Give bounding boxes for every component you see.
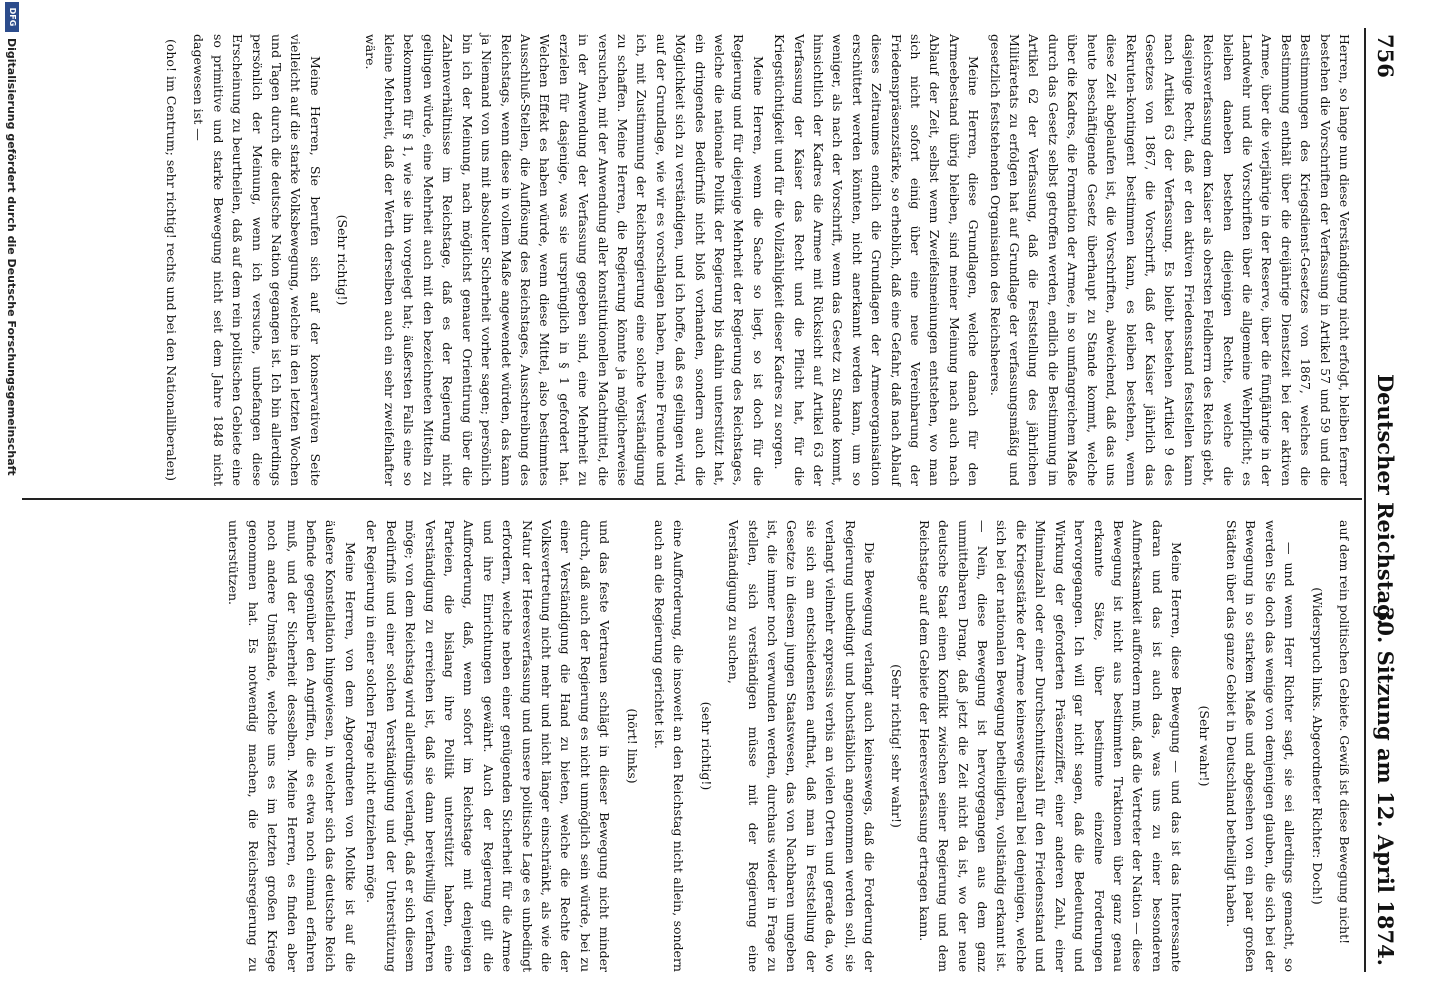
paragraph: eine Aufforderung, die insoweit an den Reichstag nicht allein, sondern auch an die Regierung gerichtet ist. [652,520,687,972]
funding-credit: Digitalisierung gefördert durch die Deutsche Forschungsgemeinschaft [5,38,18,476]
left-column [154,34,1354,486]
paragraph: Meine Herren, wenn die Sache so liegt, so ist doch für die Regierung und für diejenige Mehrheit der Regierung des Reichstages, welche die nationale Politik der Regierung bis dahin unterstützt hat, ein dringendes Bedürfniß nicht bloß vorhanden, sondern auch die Möglichkeit sich zu verständigen, und ich hoffe, daß es gelingen wird, auf der Grundlage, wie wir es vorschlagen haben, meine Freunde und ich, mit Zustimmung der Reichsregierung eine solche Verständigung zu schaffen. Meine Herren, die Regierung könnte ja möglicherweise versuchen, mit der Anwendung aller konstitutionellen Machtmittel, die in der Anwendung der Verfassung gegeben sind, eine Mehrheit zu erzielen für dasjenige, was sie ursprünglich in § 1 gefordert hat. Welchen Effekt es haben würde, wenn diese Mittel, also bestimmtes Ausschluß-Stellen, die Auflösung des Reichstages, Ausschreibung des Reichstags, wenn diese in vollem Maße angewendet würden, das kann ja Niemand von uns mit absoluter Sicherheit vorher sagen; persönlich bin ich der Meinung, nach möglichst genauer Orientirung über die Zahlenverhältnisse im Reichstage, daß es der Regierung nicht gelingen würde, eine Mehrheit auch mit den bezeichneten Mitteln zu bekommen für § 1, wie sie ihn vorgelegt hat; äußersten Falls eine so kleine Mehrheit, daß der Werth derselben auch ein sehr zweifelhafter wäre. [362,34,766,486]
dfg-logo: DFG [5,2,19,32]
digitization-footer [0,0,22,1000]
interjection: (Sehr wahr!) [1196,705,1212,787]
paragraph: Meine Herren, diese Grundlagen, welche danach für den Armeebestand übrig bleiben, sind meiner Meinung nach auch nach Ablauf der Zeit, selbst wenn Zweifelsmeinungen entstehen, wo man sich nicht sofort einig über eine neue Vereinbarung der Friedenspräsenzstärke, so erheblich, daß eine Gefahr, daß nach Ablauf dieses Zeitraumes endlich die Grundlagen der Armeeorganisation erschüttert werden könnten, nicht anerkannt werden kann, um so weniger, als nach der Vorschrift, wenn das Gesetz zu Stande kommt, hinsichtlich der Kadres die Armee mit Rücksicht auf Artikel 63 der Verfassung der Kaiser das Recht und die Pflicht hat, für die Kriegstüchtigkeit und für die Vollzähligkeit dieser Kadres zu sorgen. [772,34,982,486]
paragraph: — und wenn Herr Richter sagt, sie sei allerdings gemacht, so werden Sie doch das wenige von demjenigen glauben, die sich bei der Bewegung in so starkem Maße und abgesehen von ein paar großen Städten über das ganze Gebiet in Deutschland betheiligt haben. [1223,520,1298,972]
publication-title: Deutscher Reichstag. [1373,373,1398,627]
paragraph: und das feste Vertrauen schlägt in dieser Bewegung nicht minder durch, daß auch der Regierung es nicht unmöglich sein würde, bei zu einer Verständigung die Hand zu bieten, welche die Rechte der Volksvertretung nicht mehr und nicht länger einschränkt, als wie die Natur der Heeresverfassung und unsere politische Lage es unbedingt erfordern, welche neben einer genügenden Sicherheit für die Armee und ihre Einrichtungen gewährt. Auch der Regierung gilt die Aufforderung, daß, wenn sofort im Reichstage mit denjenigen Parteien, die bislang ihre Politik unterstützt haben, eine Verständigung zu erreichen ist, daß sie dann bereitwillig verfahren möge; von dem Reichstag wird allerdings verlangt, daß er sich diesem Bedürfniß und einer solchen Verständigung und der Unterstützung der Regierung in einer solchen Frage nicht entziehen möge. [364,520,613,972]
paragraph: Meine Herren, Sie berufen sich auf der konservativen Seite vielleicht auf die starke Volksbewegung, welche in den letzten Wochen und Tagen durch die deutsche Nation gegangen ist. Ich bin allerdings persönlich der Meinung, wenn ich versuche, unbefangen diese Erscheinung zu beurtheilen, daß auf dem rein politischen Gebiete eine so primitive und starke Bewegung nicht seit dem Jahre 1848 nicht dagewesen ist — [191,34,323,486]
paragraph: auf dem rein politischen Gebiete. Gewiß ist diese Bewegung nicht! [1337,520,1352,945]
session-date: 30. Sitzung am 12. April 1874. [1373,606,1398,966]
interjection: (hört! links) [624,708,640,784]
interjection: (oho! im Centrum; sehr richtig! rechts und bei den Nationalliberalen) [164,38,180,482]
paragraph: Meine Herren, von dem Abgeordneten von Moltke ist auf die äußere Konstellation hingewiesen, in welcher sich das deutsche Reich befinde gegenüber den Angriffen, die es etwa noch einmal erfahren muß, und der Sicherheit desselben. Meine Herren, es finden aber noch andere Umstände, welche uns es im letzten großen Kriege genommen hat. Es notwendig machen, die Reichsregierung zu unterstützen. [226,520,358,972]
interjection: (Sehr richtig! sehr wahr!) [889,664,905,828]
right-column [222,520,1354,972]
page-number: 756 [1373,34,1398,78]
column-divider [22,498,1362,500]
paragraph: Meine Herren, diese Bewegung — und das ist das Interessante daran und das ist auch das, was uns zu einer besonderen Aufmerksamkeit auffordern muß, daß die Vertreter der Nation — diese Bewegung ist nicht aus bestimmten Traktionen über ganz genau erkannte Sätze, über bestimmte einzelne Forderungen hervorgegangen. Ich will gar nicht sagen, daß die Bedeutung und Wirkung der geforderten Präsenzziffer, einer anderen Zahl, einer Minimalzahl oder einer Durchschnittszahl für den Friedensstand und die Kriegsstärke der Armee keineswegs überall bei denjenigen, welche sich bei der nationalen Bewegung betheiligten, vollständig erkannt ist. — Nein, diese Bewegung ist hervorgegangen aus dem ganz unmittelbaren Drang, daß jetzt die Zeit nicht da ist, wo der neue deutsche Staat einen Konflikt zwischen seiner Regierung und dem Reichstage auf dem Gebiete der Heeresverfassung ertragen kann. [916,520,1185,972]
interjection: (sehr richtig!) [698,701,714,791]
interjection: (Sehr richtig!) [335,214,351,306]
paragraph: Die Bewegung verlangt auch keineswegs, daß die Forderung der Regierung unbedingt und buchstäblich angenommen werden soll, sie verlangt vielmehr expressis verbis an vielen Orten und gerade da, wo sie sich am entschiedensten aufthat, daß man in Feststellung der Gesetze in diesem jungen Staatswesen, das von Nachbaren umgeben ist, die immer noch verwunden werden, durchaus wieder in Frage zu stellen, sich verständigen müsse mit der Regierung eine Verständigung zu suchen, [726,520,878,972]
running-head [1364,28,1406,972]
interjection: (Widerspruch links. Abgeordneter Richter: Doch!) [1309,587,1325,905]
paragraph: Herren, so lange nun diese Verständigung nicht erfolgt, bleiben ferner bestehen die Vorschriften der Verfassung in Artikel 57 und 59 und die Bestimmungen des Kriegsdienst-Gesetzes von 1867, welches die Bestimmung enthält über die dreijährige Dienstzeit bei der aktiven Armee, über die vierjährige in der Reserve, über die fünfjährige in der Landwehr und die Vorschriften über die allgemeine Wehrpflicht; es bleiben daneben bestehen diejenigen Rechte, welche die Reichsverfassung dem Kaiser als obersten Feldherrn des Reichs giebt, dasjenige Recht, daß er den aktiven Friedensstand feststellen kann nach Artikel 63 der Verfassung. Es bleibt bestehen Artikel 9 des Gesetzes von 1867, die Vorschrift, daß der Kaiser jährlich das Rekruten-kontingent bestimmen kann, es bleiben bestehen, wenn diese Zeit abgelaufen ist, die Vorschriften, abweichend, daß das uns heute beschäftigende Gesetz überhaupt zu Stande kommt, welche über die Kadres, die Formation der Armee, in so umfangreichem Maße durch das Gesetz selbst getroffen werden, endlich die Bestimmung im Artikel 62 der Verfassung, daß die Feststellung des jährlichen Militäretats zu erfolgen hat auf Grundlage der verfassungsmäßig und gesetzlich feststehenden Organisation des Reichsheeres. [987,34,1352,486]
